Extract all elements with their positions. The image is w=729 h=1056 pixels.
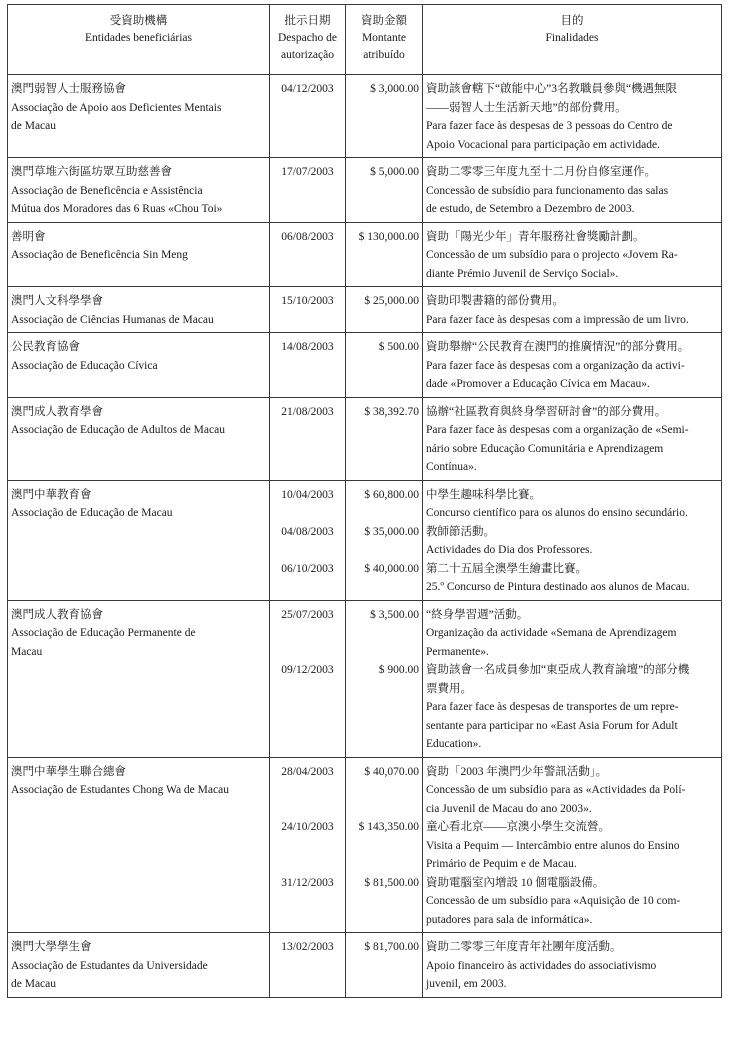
entity-cell: [8, 757, 270, 933]
entity-name-line: Associação de Educação de Adultos de Macau: [11, 424, 225, 436]
header-entity-pt: Entidades beneficiárias: [85, 32, 192, 44]
table-row: [8, 158, 722, 223]
entity-name-line: 澳門成人教育學會: [11, 405, 103, 418]
table-row: [8, 933, 722, 998]
purpose-line: 資助二零零三年度九至十二月份自修室運作。: [426, 166, 656, 178]
amount-cell: [346, 287, 423, 333]
entity-name-line: 善明會: [11, 230, 46, 243]
purpose-line: 中學生趣味科學比賽。: [426, 488, 541, 501]
entity-cell: [8, 75, 270, 158]
entity-name-line: 公民教育協會: [11, 341, 80, 353]
purpose-line: putadores para sala de informática».: [426, 913, 593, 926]
entity-name-line: Associação de Ciências Humanas de Macau: [11, 313, 214, 326]
purpose-cell: [423, 222, 722, 287]
purpose-line: de estudo, de Setembro a Dezembro de 2003.: [426, 203, 635, 215]
entity-cell: [8, 158, 270, 223]
date-cell: [270, 600, 346, 757]
purpose-line: Para fazer face às despesas de 3 pessoas do Centro de: [426, 120, 673, 132]
entity-name-line: 澳門草堆六街區坊眾互助慈善會: [11, 166, 172, 178]
purpose-line: 資助該會轄下“啟能中心”3名教職員參與“機遇無限: [426, 83, 678, 95]
purpose-line: diante Prémio Juvenil de Serviço Social».: [426, 267, 619, 280]
header-amount-pt2: atribuído: [363, 49, 405, 61]
header-row: [8, 5, 722, 75]
purpose-line: Para fazer face às despesas com a organização de «Semi-: [426, 424, 689, 436]
entity-cell: [8, 222, 270, 287]
amount-cell: [346, 933, 423, 998]
entity-cell: [8, 480, 270, 600]
amount-value: $ 38,392.70: [364, 405, 419, 418]
purpose-cell: [423, 397, 722, 480]
amount-cell: [346, 600, 423, 757]
amount-value: $ 3,000.00: [370, 83, 419, 95]
entity-name-line: de Macau: [11, 978, 57, 990]
entity-name-line: Associação de Apoio aos Deficientes Mentais: [11, 101, 222, 114]
table-row: [8, 287, 722, 333]
header-amount-zh: 資助金額: [361, 15, 407, 27]
purpose-entry: [426, 292, 718, 329]
entity-name-line: 澳門大學學生會: [11, 941, 92, 953]
header-date-pt2: autorização: [281, 49, 334, 61]
purpose-line: Apoio Vocacional para participação em actividade.: [426, 138, 660, 151]
purpose-line: 教師節活動。: [426, 525, 495, 538]
table-row: [8, 480, 722, 600]
table-row: [8, 75, 722, 158]
purpose-entry: [426, 486, 718, 523]
authorization-date: 28/04/2003: [281, 765, 334, 778]
amount-value: $ 60,800.00: [364, 488, 419, 501]
authorization-date: 04/08/2003: [281, 525, 334, 538]
date-cell: [270, 158, 346, 223]
table-body: [8, 75, 722, 998]
entity-name-line: 澳門弱智人士服務協會: [11, 83, 126, 95]
date-cell: [270, 480, 346, 600]
amount-value: $ 143,350.00: [358, 821, 419, 833]
purpose-line: Concessão de um subsídio para o projecto «Jovem Ra-: [426, 249, 678, 261]
table-row: [8, 757, 722, 933]
purpose-entry: [426, 338, 718, 394]
amount-value: $ 81,700.00: [364, 941, 419, 953]
amount-value: $ 25,000.00: [364, 295, 419, 307]
purpose-line: Concessão de subsídio para funcionamento das salas: [426, 184, 669, 197]
purpose-line: 資助印製書籍的部份費用。: [426, 295, 564, 307]
authorization-date: 31/12/2003: [281, 876, 334, 889]
amount-value: $ 130,000.00: [358, 230, 419, 243]
entity-cell: [8, 933, 270, 998]
header-date: [270, 5, 346, 75]
subsidy-table: [7, 4, 722, 998]
purpose-line: 第二十五屆全澳學生繪畫比賽。: [426, 562, 587, 575]
purpose-entry: [426, 763, 718, 819]
entity-name-line: de Macau: [11, 120, 57, 132]
purpose-line: dade «Promover a Educação Cívica em Macau».: [426, 378, 650, 390]
amount-value: $ 5,000.00: [370, 166, 419, 178]
date-cell: [270, 75, 346, 158]
purpose-entry: [426, 661, 718, 754]
entity-name-line: Associação de Educação Cívica: [11, 359, 158, 372]
date-cell: [270, 333, 346, 398]
purpose-cell: [423, 158, 722, 223]
authorization-date: 09/12/2003: [281, 664, 334, 676]
amount-cell: [346, 75, 423, 158]
authorization-date: 17/07/2003: [281, 166, 334, 178]
amount-cell: [346, 333, 423, 398]
entity-name-line: Associação de Beneficência e Assistência: [11, 184, 203, 197]
amount-cell: [346, 480, 423, 600]
purpose-line: Education».: [426, 738, 482, 750]
purpose-cell: [423, 600, 722, 757]
header-purpose-pt: Finalidades: [545, 32, 599, 44]
amount-cell: [346, 222, 423, 287]
purpose-entry: [426, 523, 718, 560]
purpose-line: Concessão de um subsídio para as «Actividades da Polí-: [426, 784, 686, 796]
amount-cell: [346, 397, 423, 480]
purpose-line: Permanente».: [426, 645, 489, 658]
purpose-cell: [423, 333, 722, 398]
date-cell: [270, 933, 346, 998]
purpose-line: Para fazer face às despesas com a organização da activi-: [426, 359, 685, 372]
authorization-date: 14/08/2003: [281, 341, 334, 353]
purpose-entry: [426, 874, 718, 930]
table-row: [8, 397, 722, 480]
purpose-line: Para fazer face às despesas de transportes de um repre-: [426, 701, 679, 713]
authorization-date: 15/10/2003: [281, 295, 334, 307]
header-amount: [346, 5, 423, 75]
purpose-entry: [426, 228, 718, 284]
document-page: [7, 4, 721, 998]
purpose-line: nário sobre Educação Comunitária e Aprendizagem: [426, 442, 664, 455]
header-date-zh: 批示日期: [284, 15, 331, 27]
purpose-cell: [423, 933, 722, 998]
entity-name-line: 澳門成人教育協會: [11, 608, 103, 621]
authorization-date: 04/12/2003: [281, 83, 334, 95]
purpose-line: “終身學習週”活動。: [426, 608, 529, 621]
purpose-line: Concessão de um subsídio para «Aquisição de 10 com-: [426, 895, 681, 907]
entity-cell: [8, 287, 270, 333]
purpose-line: Contínua».: [426, 461, 477, 473]
purpose-line: Apoio financeiro às actividades do associativismo: [426, 959, 657, 972]
table-row: [8, 600, 722, 757]
purpose-line: 資助「陽光少年」青年服務社會獎勵計劃。: [426, 230, 645, 243]
purpose-entry: [426, 163, 718, 219]
entity-name-line: Mútua dos Moradores das 6 Ruas «Chou Toi»: [11, 203, 223, 215]
header-date-pt1: Despacho de: [277, 32, 338, 44]
purpose-entry: [426, 80, 718, 154]
entity-name-line: 澳門人文科學學會: [11, 295, 103, 307]
purpose-entry: [426, 818, 718, 874]
purpose-entry: [426, 606, 718, 662]
purpose-cell: [423, 480, 722, 600]
authorization-date: 21/08/2003: [281, 405, 334, 418]
purpose-line: Concurso científico para os alunos do ensino secundário.: [426, 507, 688, 519]
authorization-date: 13/02/2003: [281, 941, 334, 953]
purpose-line: sentante para participar no «East Asia Forum for Adult: [426, 719, 678, 732]
entity-name-line: Associação de Educação Permanente de: [11, 627, 196, 639]
purpose-line: 資助二零零三年度青年社團年度活動。: [426, 941, 622, 953]
header-amount-pt1: Montante: [361, 32, 407, 44]
header-purpose: [423, 5, 722, 75]
entity-name-line: 澳門中華教育會: [11, 488, 92, 501]
purpose-cell: [423, 287, 722, 333]
purpose-entry: [426, 938, 718, 994]
authorization-date: 10/04/2003: [281, 488, 334, 501]
amount-value: $ 35,000.00: [364, 525, 419, 538]
purpose-cell: [423, 75, 722, 158]
amount-value: $ 40,000.00: [364, 562, 419, 575]
date-cell: [270, 287, 346, 333]
purpose-line: 資助舉辦“公民教育在澳門的推廣情況”的部分費用。: [426, 341, 690, 353]
purpose-line: Actividades do Dia dos Professores.: [426, 544, 593, 556]
amount-value: $ 40,070.00: [364, 765, 419, 778]
purpose-line: ——弱智人士生活新天地”的部份費用。: [426, 101, 627, 114]
purpose-entry: [426, 403, 718, 477]
date-cell: [270, 397, 346, 480]
purpose-line: 資助「2003 年澳門少年警訊活動」。: [426, 765, 608, 778]
date-cell: [270, 222, 346, 287]
authorization-date: 24/10/2003: [281, 821, 334, 833]
purpose-line: juvenil, em 2003.: [426, 978, 507, 990]
purpose-line: Visita a Pequim — Intercâmbio entre alunos do Ensino: [426, 839, 680, 852]
amount-value: $ 81,500.00: [364, 876, 419, 889]
amount-value: $ 900.00: [378, 664, 419, 676]
purpose-line: 協辦“社區教育與終身學習研討會”的部分費用。: [426, 405, 667, 418]
header-purpose-zh: 目的: [560, 15, 584, 27]
purpose-entry: [426, 560, 718, 597]
purpose-line: 童心看北京——京澳小學生交流營。: [426, 821, 610, 833]
amount-cell: [346, 158, 423, 223]
entity-name-line: 澳門中華學生聯合總會: [11, 765, 126, 778]
entity-cell: [8, 600, 270, 757]
table-row: [8, 333, 722, 398]
purpose-line: cia Juvenil de Macau do ano 2003».: [426, 802, 592, 815]
table-row: [8, 222, 722, 287]
purpose-line: Primário de Pequim e de Macau.: [426, 858, 577, 870]
authorization-date: 25/07/2003: [281, 608, 334, 621]
purpose-line: 票費用。: [426, 682, 472, 695]
header-entity-zh: 受資助機構: [109, 15, 168, 27]
amount-value: $ 500.00: [378, 341, 419, 353]
entity-name-line: Associação de Estudantes da Universidade: [11, 959, 208, 972]
purpose-line: 資助電腦室內增設 10 個電腦設備。: [426, 876, 605, 889]
purpose-line: Organização da actividade «Semana de Aprendizagem: [426, 627, 677, 639]
entity-name-line: Macau: [11, 645, 43, 658]
header-entity: [8, 5, 270, 75]
amount-value: $ 3,500.00: [370, 608, 419, 621]
date-cell: [270, 757, 346, 933]
entity-cell: [8, 397, 270, 480]
purpose-line: 25.º Concurso de Pintura destinado aos alunos de Macau.: [426, 581, 690, 593]
purpose-line: 資助該會一名成員參加“東亞成人教育論壇”的部分機: [426, 664, 690, 676]
entity-name-line: Associação de Estudantes Chong Wa de Macau: [11, 784, 229, 796]
entity-cell: [8, 333, 270, 398]
purpose-line: Para fazer face às despesas com a impressão de um livro.: [426, 313, 689, 326]
authorization-date: 06/08/2003: [281, 230, 334, 243]
entity-name-line: Associação de Beneficência Sin Meng: [11, 249, 188, 261]
purpose-cell: [423, 757, 722, 933]
entity-name-line: Associação de Educação de Macau: [11, 507, 173, 519]
amount-cell: [346, 757, 423, 933]
authorization-date: 06/10/2003: [281, 562, 334, 575]
